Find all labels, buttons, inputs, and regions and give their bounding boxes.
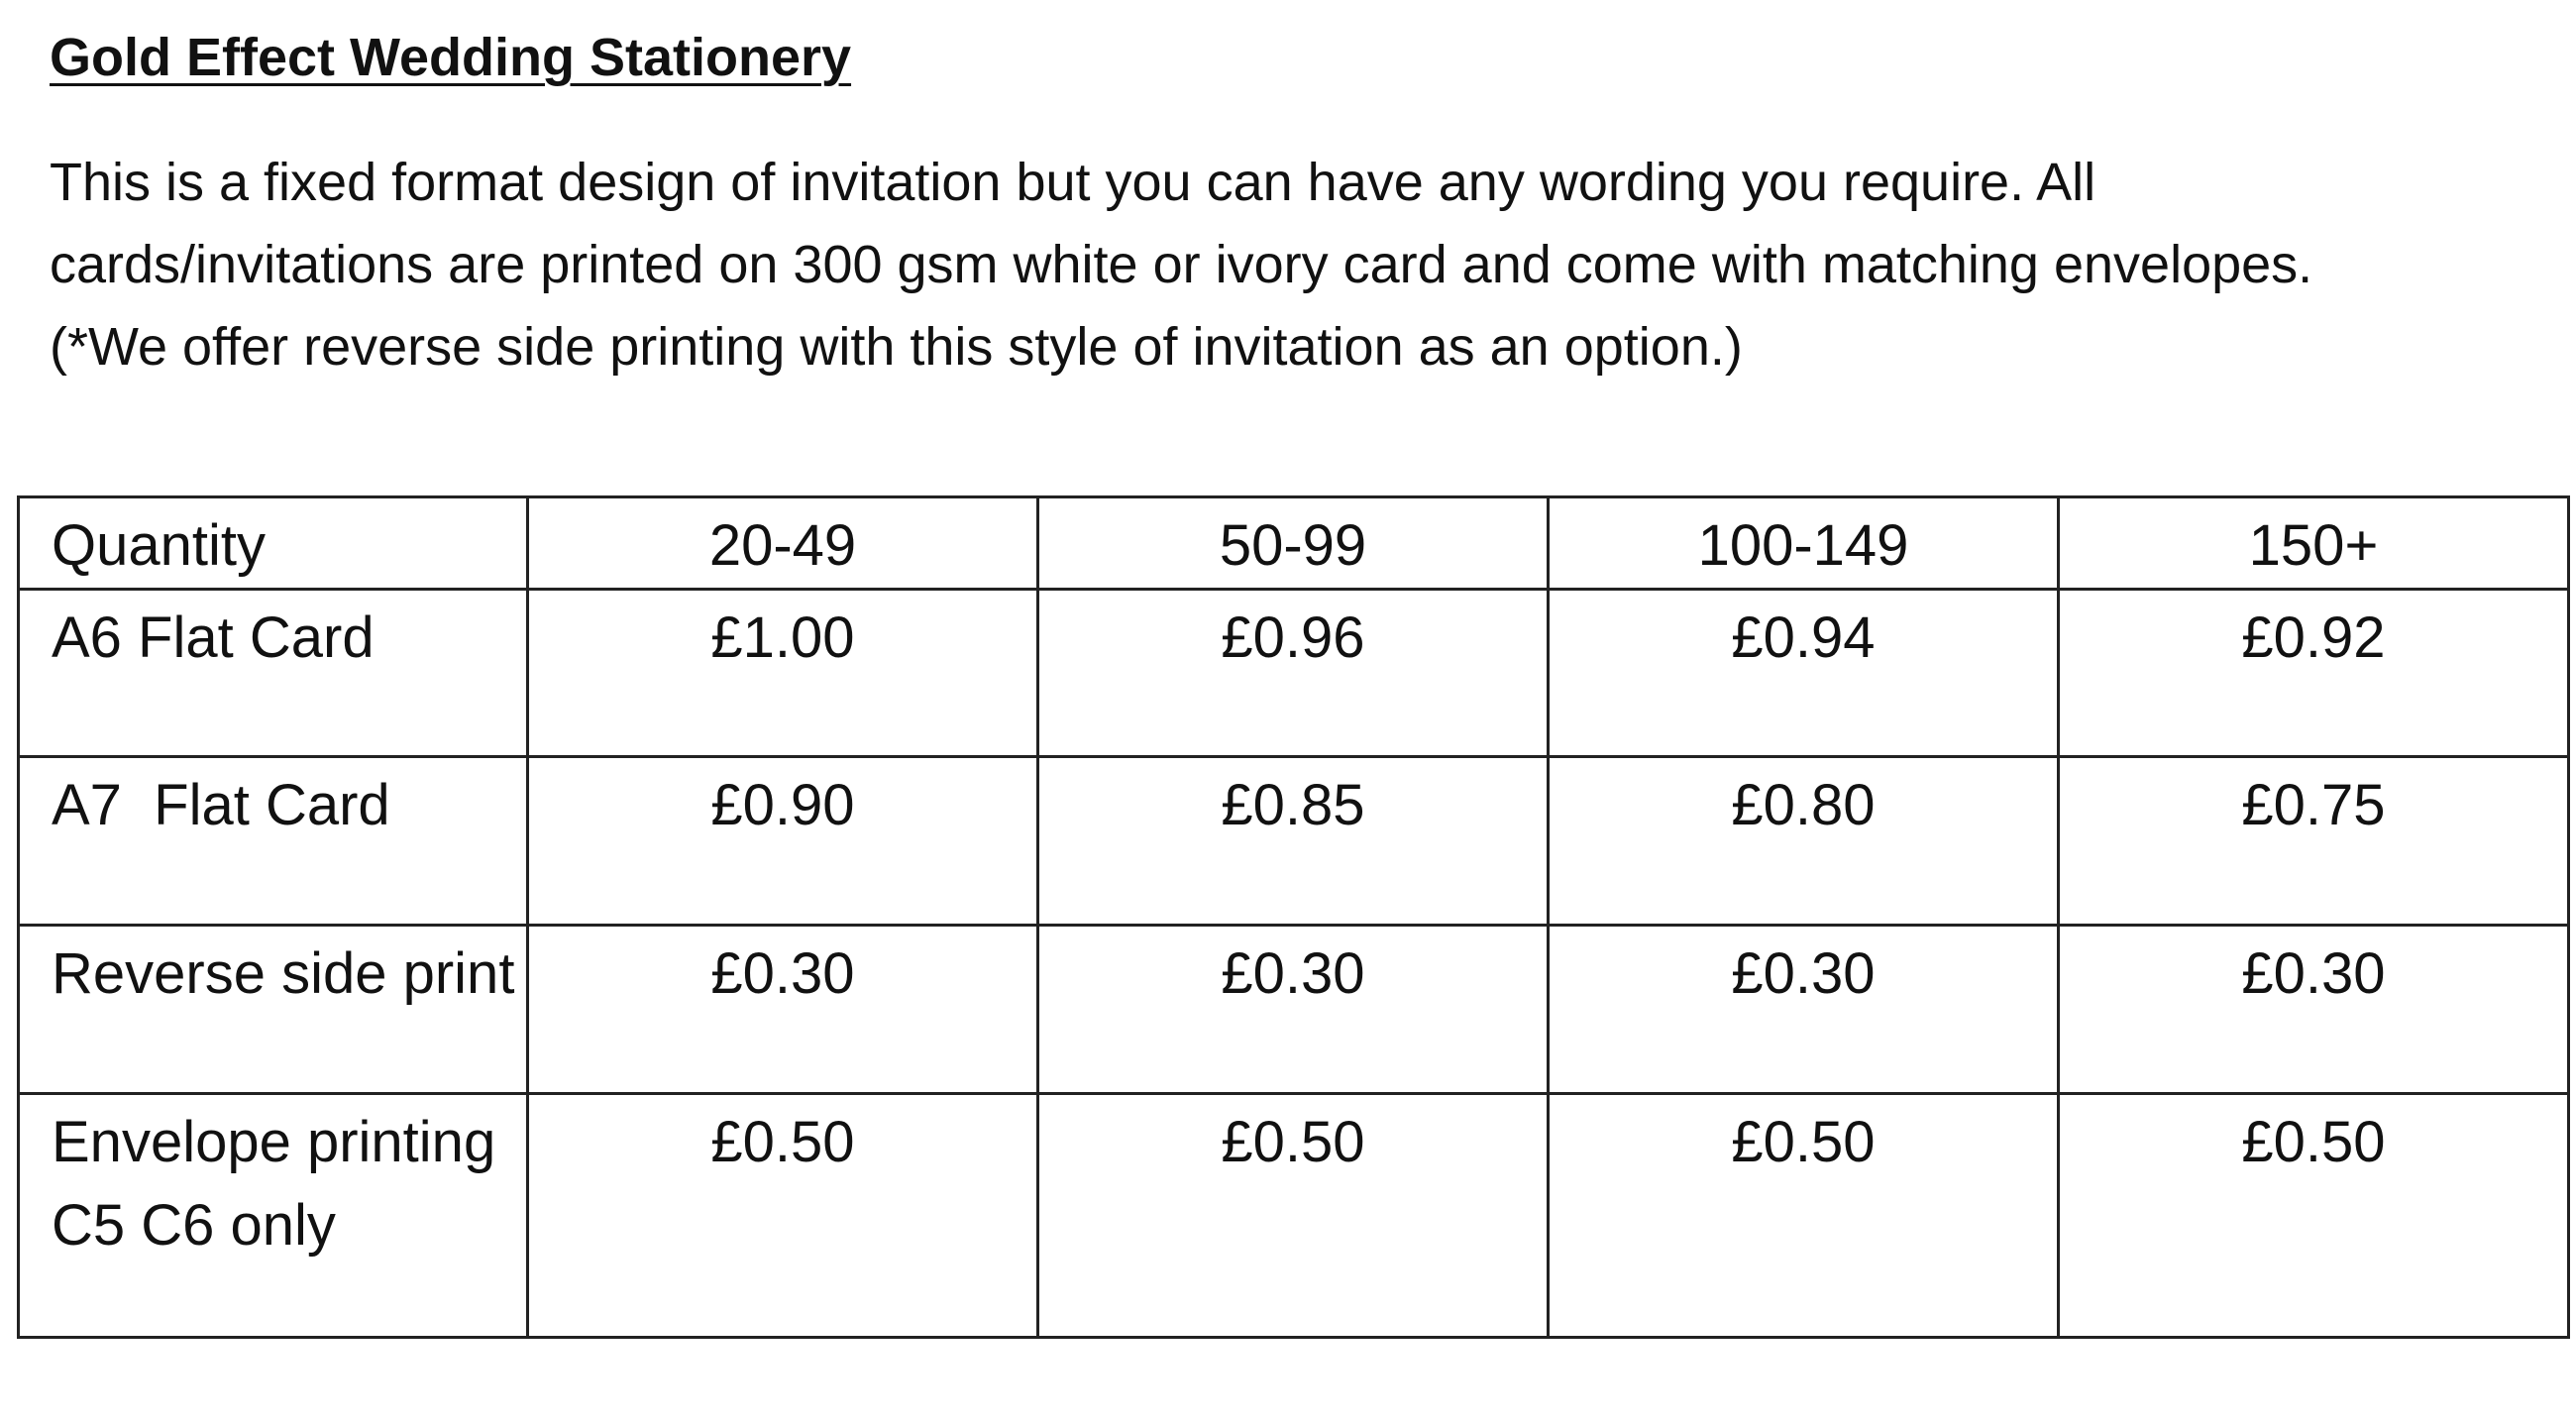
price-cell: £0.90 xyxy=(528,757,1038,926)
price-cell: £0.94 xyxy=(1549,590,2059,757)
price-cell: £0.92 xyxy=(2059,590,2569,757)
header-qty-col-1: 20-49 xyxy=(528,497,1038,590)
table-row xyxy=(19,926,2569,1094)
header-qty-col-3: 100-149 xyxy=(1549,497,2059,590)
table-header-row xyxy=(19,497,2569,590)
price-cell: £0.50 xyxy=(1549,1094,2059,1338)
price-cell: £0.50 xyxy=(528,1094,1038,1338)
intro-line-3: (*We offer reverse side printing with this style of invitation as an option.) xyxy=(50,317,1743,377)
header-qty-col-4: 150+ xyxy=(2059,497,2569,590)
table-row xyxy=(19,757,2569,926)
price-cell: £0.50 xyxy=(1038,1094,1549,1338)
row-label: A7 Flat Card xyxy=(19,757,528,926)
intro-line-1: This is a fixed format design of invitation but you can have any wording you require. All xyxy=(50,153,2096,212)
price-cell: £0.30 xyxy=(1038,926,1549,1094)
document-title: Gold Effect Wedding Stationery xyxy=(50,28,852,87)
price-cell: £0.50 xyxy=(2059,1094,2569,1338)
header-quantity-label: Quantity xyxy=(19,497,528,590)
price-cell: £1.00 xyxy=(528,590,1038,757)
intro-line-2: cards/invitations are printed on 300 gsm white or ivory card and come with matching envelopes. xyxy=(50,235,2313,294)
table-row xyxy=(19,1094,2569,1338)
table-row xyxy=(19,590,2569,757)
price-cell: £0.85 xyxy=(1038,757,1549,926)
price-cell: £0.30 xyxy=(2059,926,2569,1094)
row-label: A6 Flat Card xyxy=(19,590,528,757)
price-cell: £0.30 xyxy=(1549,926,2059,1094)
header-qty-col-2: 50-99 xyxy=(1038,497,1549,590)
price-cell: £0.96 xyxy=(1038,590,1549,757)
price-table xyxy=(17,495,2570,1339)
intro-paragraph xyxy=(50,142,2526,388)
row-label: Reverse side print xyxy=(19,926,528,1094)
row-label: Envelope printing C5 C6 only xyxy=(19,1094,528,1338)
price-cell: £0.80 xyxy=(1549,757,2059,926)
price-cell: £0.30 xyxy=(528,926,1038,1094)
price-cell: £0.75 xyxy=(2059,757,2569,926)
